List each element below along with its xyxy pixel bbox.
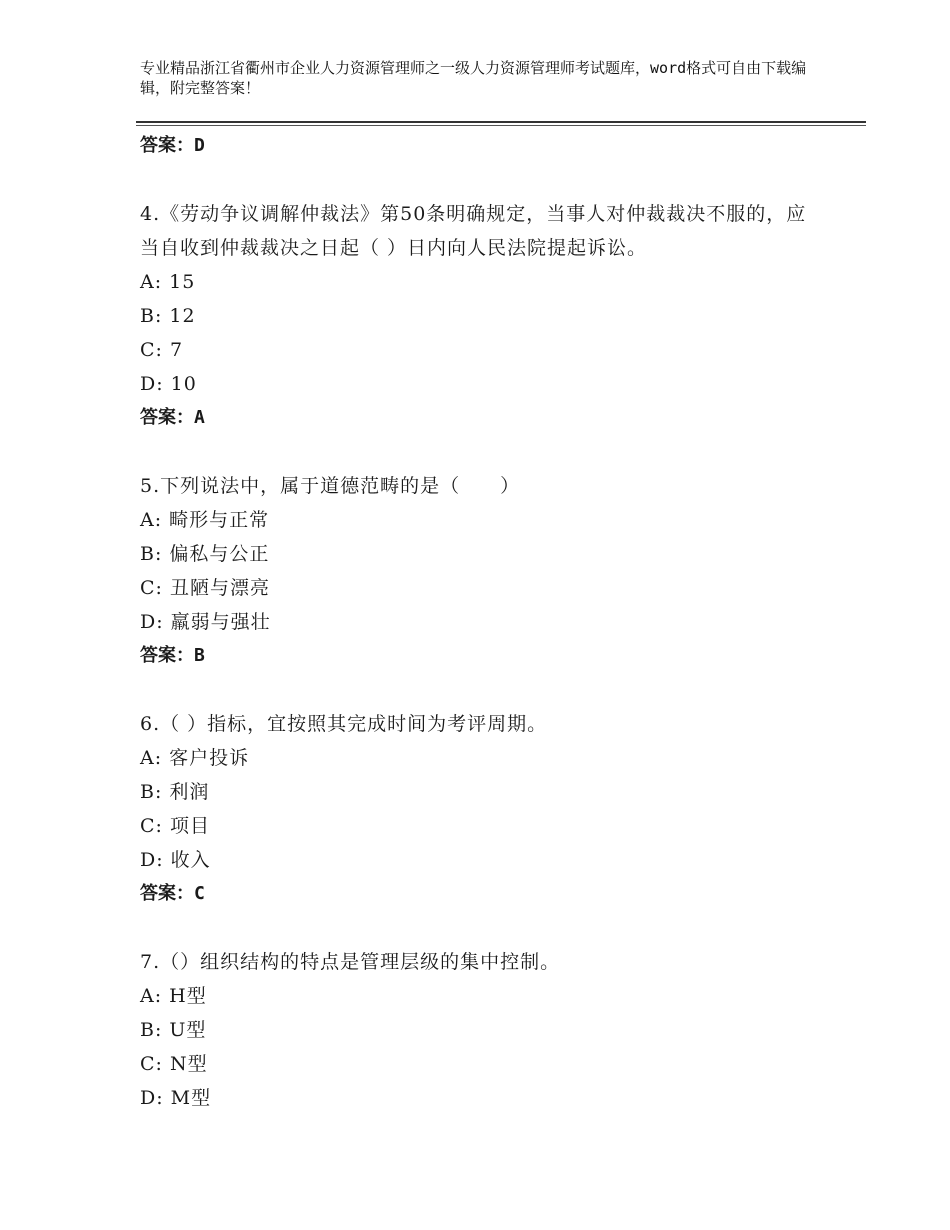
option-a: A: 15 xyxy=(140,271,196,293)
option-b: B: 利润 xyxy=(140,781,210,803)
question-text: 6.（ ）指标，宜按照其完成时间为考评周期。 xyxy=(140,713,548,735)
question-text: 7.（）组织结构的特点是管理层级的集中控制。 xyxy=(140,951,561,973)
option-b: B: 12 xyxy=(140,305,196,327)
option-d: D: 收入 xyxy=(140,849,211,871)
option-d: D: 羸弱与强壮 xyxy=(140,611,271,633)
header-divider-thin xyxy=(136,125,866,126)
option-c: C: 项目 xyxy=(140,815,210,837)
question-text: 4.《劳动争议调解仲裁法》第50条明确规定，当事人对仲裁裁决不服的，应当自收到仲裁裁决之日起（ ）日内向人民法院提起诉讼。 xyxy=(140,203,807,259)
option-c: C: 7 xyxy=(140,339,184,361)
option-c: C: 丑陋与漂亮 xyxy=(140,577,270,599)
option-d: D: M型 xyxy=(140,1087,212,1109)
answer: 答案：A xyxy=(140,407,205,428)
option-c: C: N型 xyxy=(140,1053,208,1075)
answer: 答案：C xyxy=(140,883,205,904)
option-d: D: 10 xyxy=(140,373,197,395)
option-b: B: U型 xyxy=(140,1019,207,1041)
question-list xyxy=(140,129,820,1115)
previous-answer: 答案：D xyxy=(140,135,205,156)
option-a: A: 客户投诉 xyxy=(140,747,250,769)
option-a: A: 畸形与正常 xyxy=(140,509,270,531)
answer: 答案：B xyxy=(140,645,205,666)
option-a: A: H型 xyxy=(140,985,207,1007)
document-header: 专业精品浙江省衢州市企业人力资源管理师之一级人力资源管理师考试题库，word格式可自由下载编辑，附完整答案！ xyxy=(140,59,807,97)
header-divider xyxy=(136,121,866,123)
question-text: 5.下列说法中，属于道德范畴的是（ ） xyxy=(140,475,521,497)
option-b: B: 偏私与公正 xyxy=(140,543,270,565)
